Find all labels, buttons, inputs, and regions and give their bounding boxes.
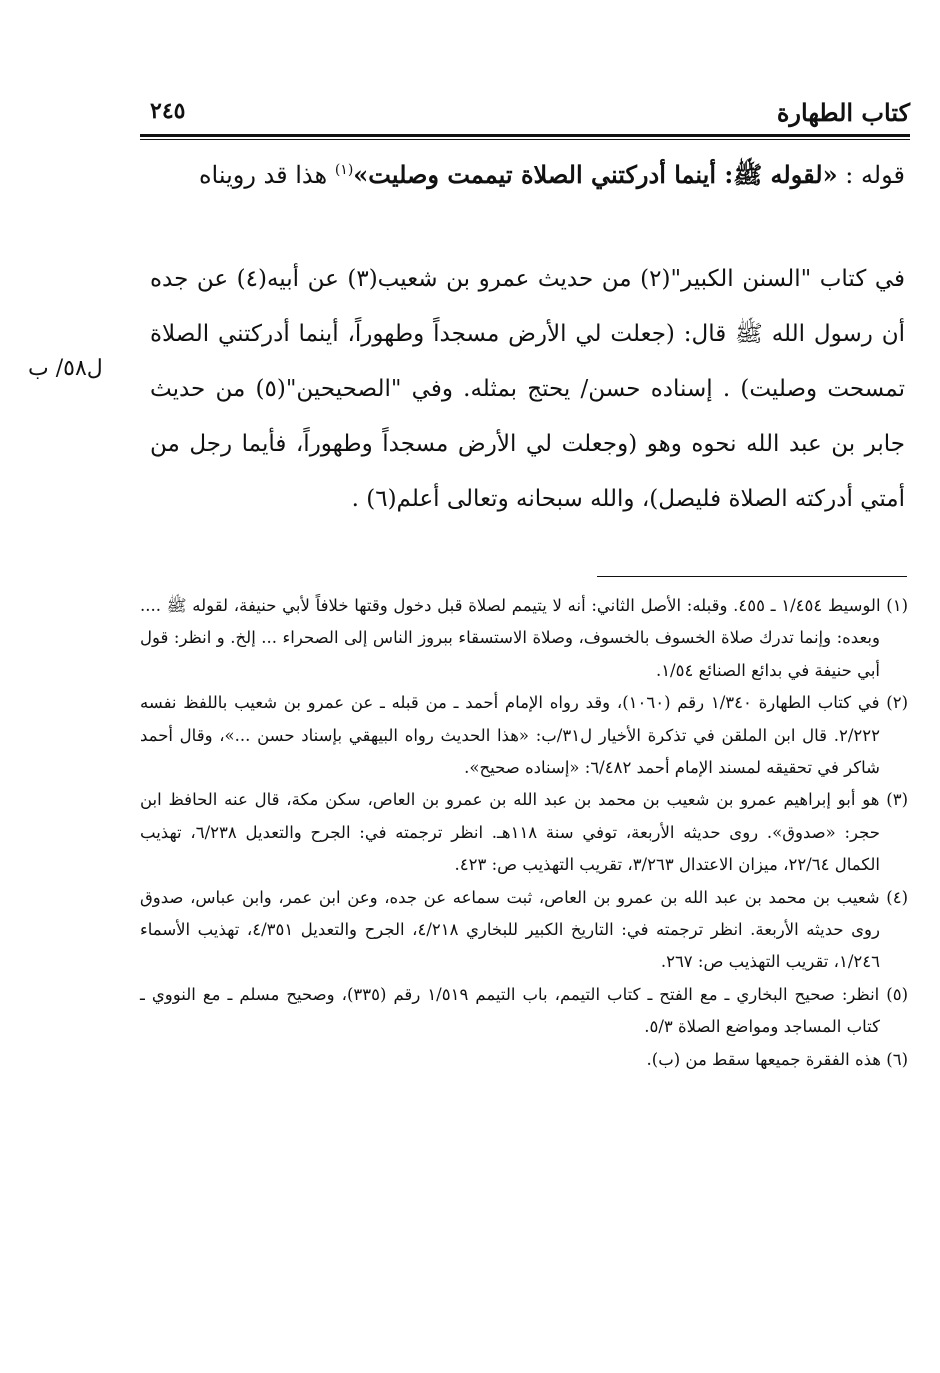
footnote-2: (٢) في كتاب الطهارة ١/٣٤٠ رقم (١٠٦٠)، وقد رواه الإمام أحمد ـ من قبله ـ عن عمرو بن شعيب باللفظ نفسه ٢/٢٢٢. قال ابن الملقن في تذكرة الأخيار ل٣١/ب: «هذا الحديث رواه البيهقي بإسناد حسن ...»، وقال أحمد شاكر في تحقيقه لمسند الإمام أحمد ٦/٤٨٢: «إسناده صحيح». <box>140 693 908 778</box>
lead-suffix: هذا قد رويناه <box>198 161 335 189</box>
main-paragraph: في كتاب "السنن الكبير"(٢) من حديث عمرو بن شعيب(٣) عن أبيه(٤) عن جده أن رسول الله ﷺ قال: (جعلت لي الأرض مسجداً وطهوراً، أينما أدركتني الصلاة تمسحت وصليت) . إسناده حسن/ يحتج بمثله. وفي "الصحيحين"(٥) من حديث جابر بن عبد الله نحوه وهو (وجعلت لي الأرض مسجداً وطهوراً، فأيما رجل من أمتي أدركته الصلاة فليصل)، والله سبحانه وتعالى أعلم(٦) . <box>150 266 905 512</box>
page-number: ٢٤٥ <box>150 98 186 124</box>
main-text <box>150 252 905 527</box>
lead-quote: «لقوله ﷺ: أينما أدركتني الصلاة تيممت وصليت» <box>353 160 838 189</box>
lead-prefix: قوله : <box>837 161 905 189</box>
footnote-3: (٣) هو أبو إبراهيم عمرو بن شعيب بن محمد بن عبد الله بن عمرو بن العاص، سكن مكة، قال عنه الحافظ ابن حجر: «صدوق». روى حديثه الأربعة، توفي سنة ١١٨هـ. انظر ترجمته في: الجرح والتعديل ٦/٢٣٨، تهذيب الكمال ٢٢/٦٤، ميزان الاعتدال ٣/٢٦٣، تقريب التهذيب ص: ٤٢٣. <box>140 790 908 875</box>
page-header <box>140 92 910 132</box>
lead-line <box>150 150 905 200</box>
running-title: كتاب الطهارة <box>776 98 910 127</box>
manuscript-folio-note: ل٥٨/ ب <box>28 356 103 381</box>
header-rule-thin <box>140 139 910 140</box>
header-rule-thick <box>140 134 910 137</box>
lead-note-ref: (١) <box>334 162 354 178</box>
footnote-separator <box>597 576 907 577</box>
footnote-5: (٥) انظر: صحيح البخاري ـ مع الفتح ـ كتاب التيمم، باب التيمم ١/٥١٩ رقم (٣٣٥)، وصحيح مسلم ـ مع النووي ـ كتاب المساجد ومواضع الصلاة ٥/٣. <box>140 984 909 1037</box>
footnote-1: (١) الوسيط ١/٤٥٤ ـ ٤٥٥. وقبله: الأصل الثاني: أنه لا يتيمم لصلاة قبل دخول وقتها خلافاً لأبي حنيفة، لقوله ﷺ .... وبعده: وإنما تدرك صلاة الخسوف بالخسوف، وصلاة الاستسقاء ببروز الناس إلى الصحراء ... إلخ. و انظر: قول أبي حنيفة في بدائع الصنائع ١/٥٤. <box>140 596 908 680</box>
footnote-4: (٤) شعيب بن محمد بن عبد الله بن عمرو بن العاص، ثبت سماعه عن جده، وعن ابن عمر، وابن عباس، صدوق روى حديثه الأربعة. انظر ترجمته في: التاريخ الكبير للبخاري ٤/٢١٨، الجرح والتعديل ٤/٣٥١، تهذيب الأسماء ١/٢٤٦، تقريب التهذيب ص: ٢٦٧. <box>140 887 908 972</box>
footnote-6: (٦) هذه الفقرة جميعها سقط من (ب). <box>646 1049 908 1069</box>
footnotes <box>140 590 908 1076</box>
